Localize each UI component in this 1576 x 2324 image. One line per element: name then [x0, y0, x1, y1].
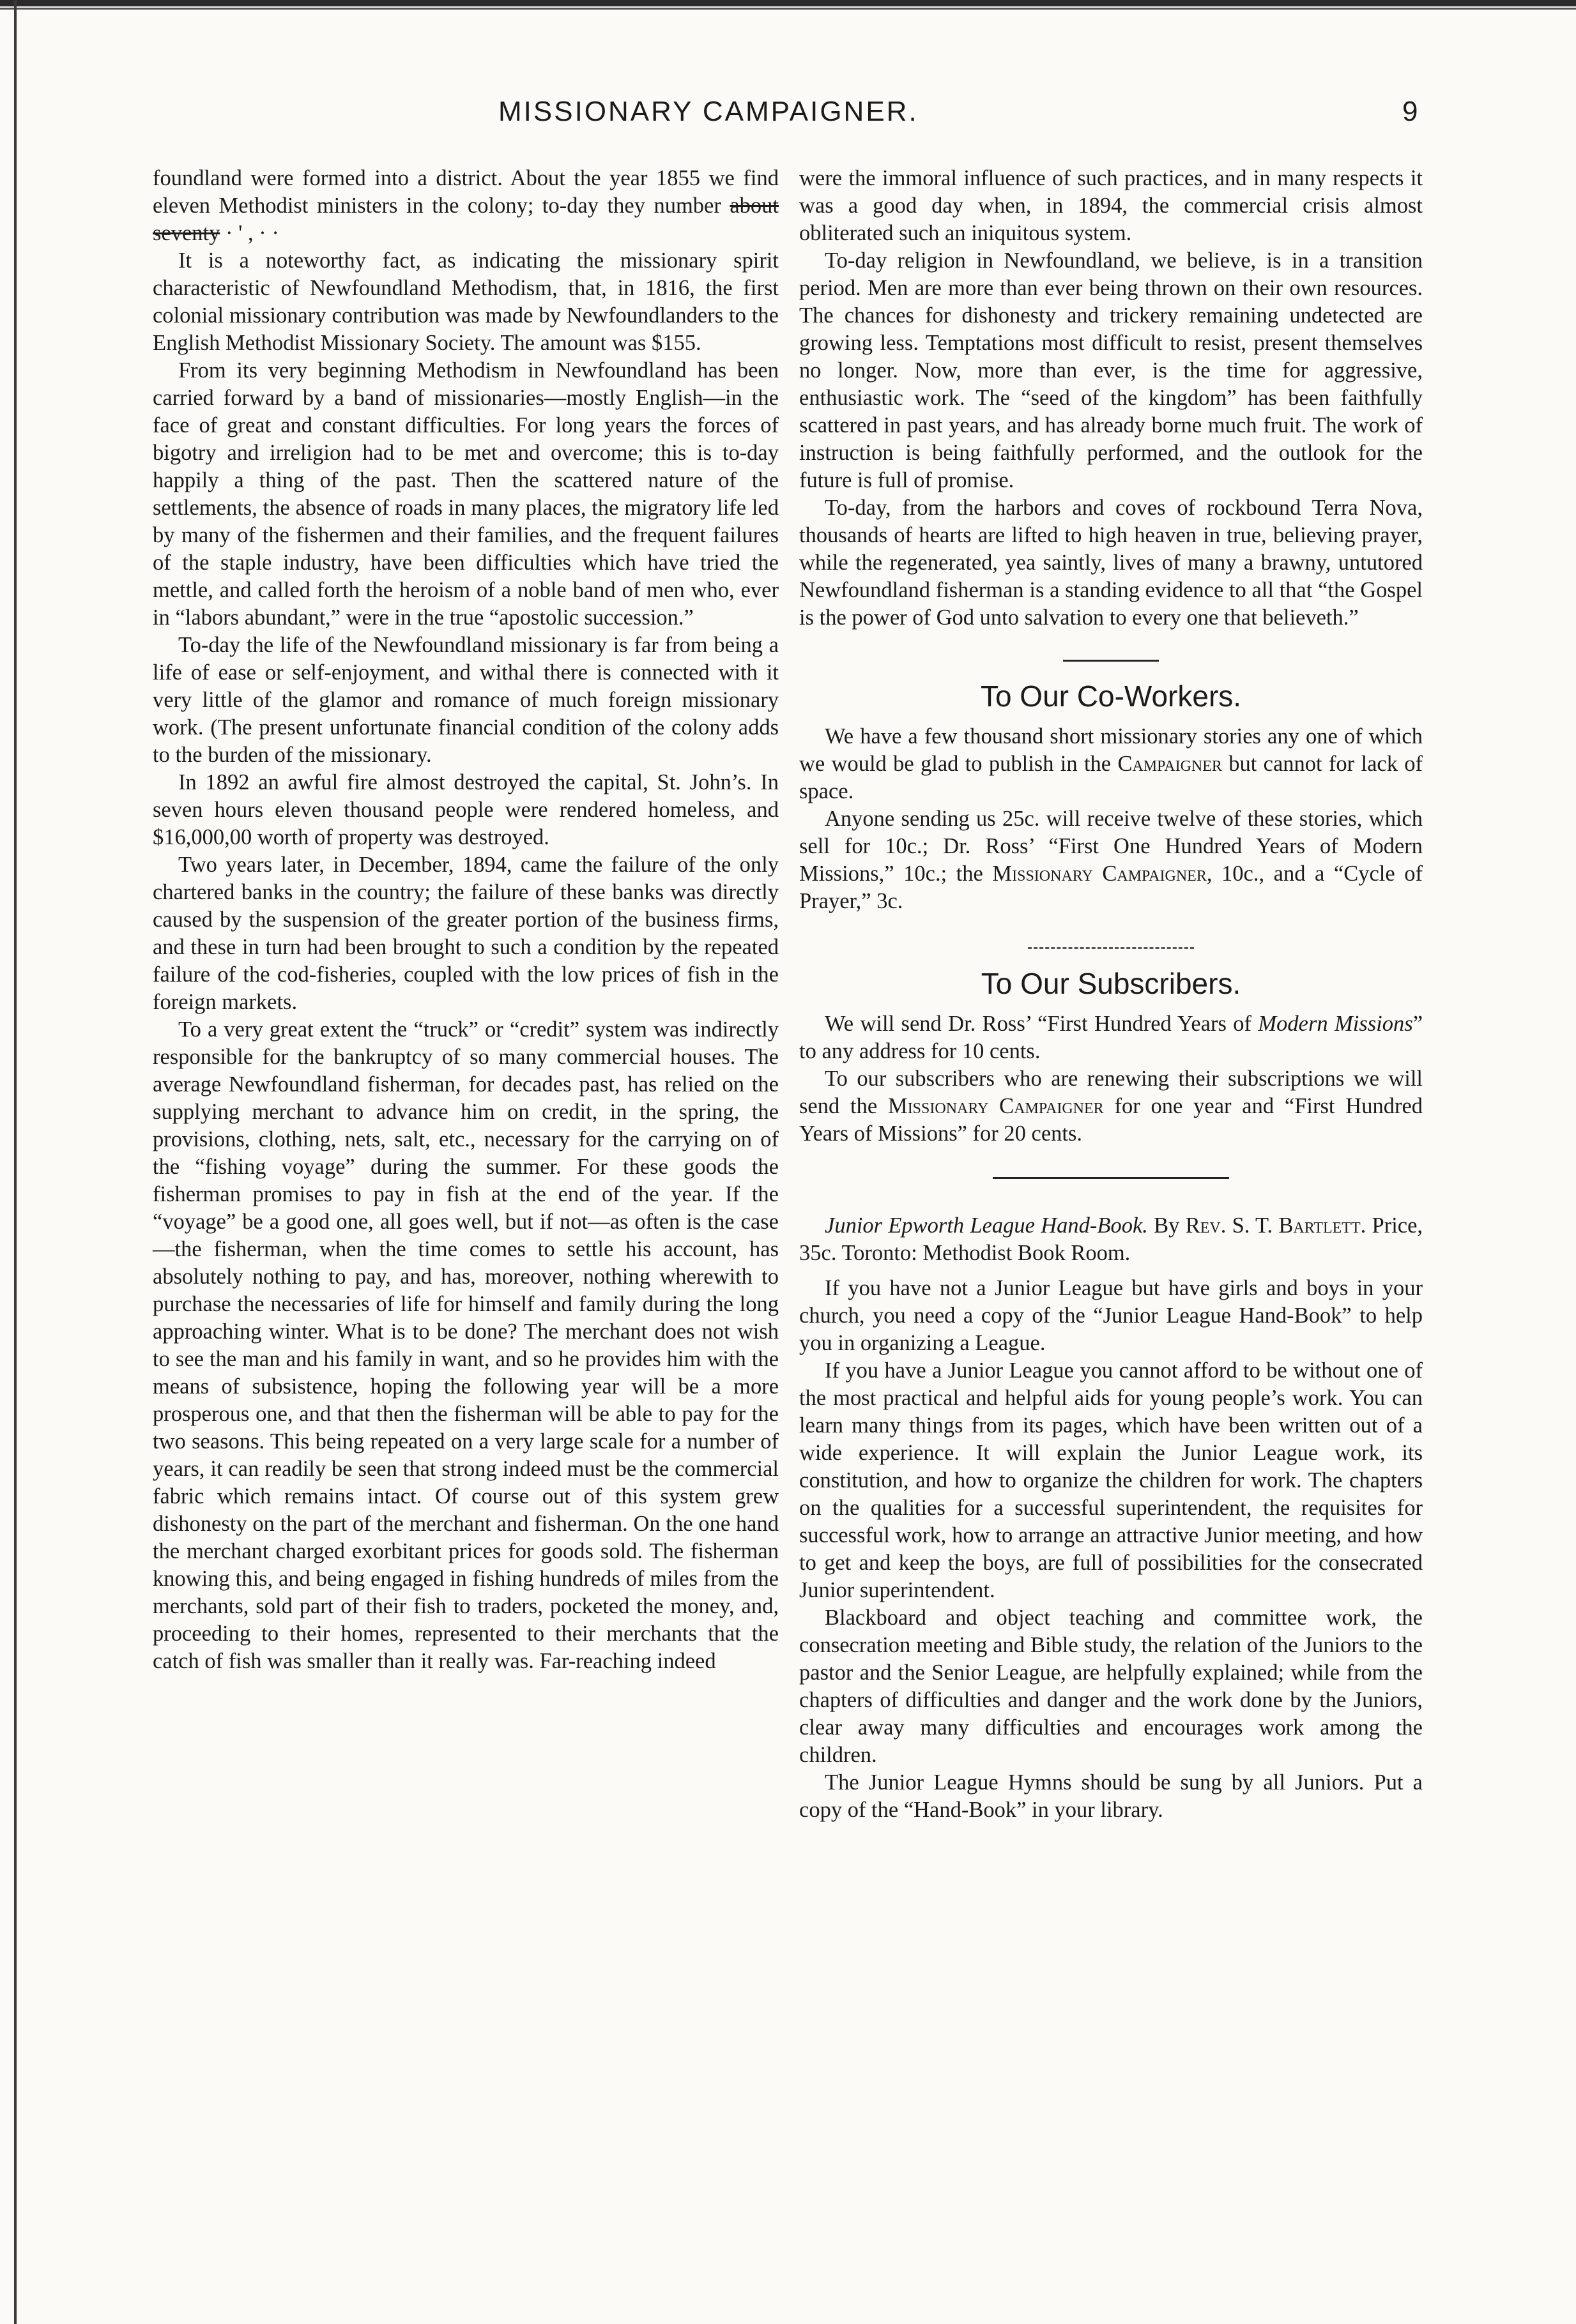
book-title: Junior Epworth League Hand-Book.: [825, 1213, 1148, 1238]
top-border: [0, 0, 1576, 6]
paragraph: To-day religion in Newfoundland, we believe, is in a transition period. Men are more than ever being thrown on their own resources. The chances for dishonesty and trickery remaining undetected are growing less. Temptations most difficult to resist, present themselves no longer. Now, more than ever, is the time for aggressive, enthusiastic work. The “seed of the kingdom” has been faithfully scattered in past years, and has already borne much fruit. The work of instruction is being faithfully performed, and the outlook for the future is full of promise.: [799, 248, 1423, 492]
heading-co-workers: To Our Co-Workers.: [980, 680, 1242, 713]
paragraph: foundland were formed into a district. About the year 1855 we find eleven Methodist ministers in the colony; to-day they number about seventy · ' , · ·: [153, 166, 779, 245]
publication-name: Missionary Campaigner: [888, 1094, 1104, 1118]
paragraph: We have a few thousand short missionary stories any one of which we would be glad to publish in the Campaigner but cannot for lack of space.: [799, 724, 1423, 803]
handwritten-marks: · ' , · ·: [226, 221, 279, 245]
publication-name: Missionary Campaigner: [992, 862, 1207, 886]
paragraph: It is a noteworthy fact, as indicating the missionary spirit characteristic of Newfoundland Methodism, that, in 1816, the first colonial missionary contribution was made by Newfoundlanders to the English Methodist Missionary Society. The amount was $155.: [153, 248, 779, 355]
paragraph: were the immoral influence of such practices, and in many respects it was a good day when, in 1894, the commercial crisis almost obliterated such an iniquitous system.: [799, 166, 1423, 245]
author-name: Rev. S. T. Bartlett.: [1185, 1213, 1366, 1238]
paragraph: If you have not a Junior League but have girls and boys in your church, you need a copy of the “Junior League Hand-Book” to help you in organizing a League.: [799, 1276, 1423, 1355]
right-column: [799, 165, 1423, 1824]
running-title: MISSIONARY CAMPAIGNER.: [498, 96, 919, 127]
paragraph: We will send Dr. Ross’ “First Hundred Years of Modern Missions” to any address for 10 cents.: [799, 1012, 1423, 1063]
paragraph: From its very beginning Methodism in Newfoundland has been carried forward by a band of missionaries—mostly English—in the face of great and constant difficulties. For long years the forces of bigotry and irreligion had to be met and overcome; this is to-day happily a thing of the past. Then the scattered nature of the settlements, the absence of roads in many places, the migratory life led by many of the fishermen and their families, and the frequent failures of the staple industry, have been difficulties which have tried the mettle, and called forth the heroism of a noble band of men who, ever in “labors abundant,” were in the true “apostolic succession.”: [153, 358, 779, 630]
paragraph: To-day, from the harbors and coves of rockbound Terra Nova, thousands of hearts are lifted to high heaven in true, believing prayer, while the regenerated, yea saintly, lives of many a brawny, untutored Newfoundland fisherman is a standing evidence to all that “the Gospel is the power of God unto salvation to every one that believeth.”: [799, 496, 1423, 630]
paragraph: If you have a Junior League you cannot afford to be without one of the most practical and helpful aids for young people’s work. You can learn many things from its pages, which have been written out of a wide experience. It will explain the Junior League work, its constitution, and how to organize the children for work. The chapters on the qualities for a successful superintendent, the requisites for successful work, how to arrange an attractive Junior meeting, and how to get and keep the boys, are full of possibilities for the consecrated Junior superintendent.: [799, 1358, 1423, 1602]
left-border: [14, 0, 17, 2324]
page-header: [0, 96, 1576, 134]
top-border-thin: [0, 8, 1576, 10]
paragraph: Blackboard and object teaching and committee work, the consecration meeting and Bible study, the relation of the Juniors to the pastor and the Senior League, are helpfully explained; while from the chapters of difficulties and danger and the work done by the Juniors, clear away many difficulties and encourages work among the children.: [799, 1606, 1423, 1767]
paragraph: To our subscribers who are renewing their subscriptions we will send the Missionary Campaigner for one year and “First Hundred Years of Missions” for 20 cents.: [799, 1067, 1423, 1146]
paragraph: To-day the life of the Newfoundland missionary is far from being a life of ease or self-enjoyment, and withal there is connected with it very little of the glamor and romance of much foreign missionary work. (The present unfortunate financial condition of the colony adds to the burden of the missionary.: [153, 633, 779, 767]
paragraph: Anyone sending us 25c. will receive twelve of these stories, which sell for 10c.; Dr. Ross’ “First One Hundred Years of Modern Missions,” 10c.; the Missionary Campaigner, 10c., and a “Cycle of Prayer,” 3c.: [799, 807, 1423, 913]
left-column: [153, 165, 779, 1675]
paragraph: To a very great extent the “truck” or “credit” system was indirectly responsible for the bankruptcy of so many commercial houses. The average Newfoundland fisherman, for decades past, has relied on the supplying merchant to advance him on credit, in the spring, the provisions, clothing, nets, salt, etc., necessary for the carrying on of the “fishing voyage” during the summer. For these goods the fisherman promises to pay in fish at the end of the year. If the “voyage” be a good one, all goes well, but if not—as often is the case—the fisherman, when the time comes to settle his account, has absolutely nothing to pay, and has, moreover, nothing wherewith to purchase the necessaries of life for himself and family during the long approaching winter. What is to be done? The merchant does not wish to see the man and his family in want, and so he provides him with the means of subsistence, hoping the following year will be a more prosperous one, and that then the fisherman will be able to pay for the two seasons. This being repeated on a very large scale for a number of years, it can readily be seen that strong indeed must be the commercial fabric which remains intact. Of course out of this system grew dishonesty on the part of the merchant and fisherman. On the one hand the merchant charged exorbitant prices for goods sold. The fisherman knowing this, and being engaged in fishing hundreds of miles from the merchants, sold part of their fish to traders, pocketed the money, and, proceeding to their homes, represented to their merchants that the catch of fish was smaller than it really was. Far-reaching indeed: [153, 1017, 779, 1673]
review-citation: Junior Epworth League Hand-Book. By Rev. S. T. Bartlett. Price, 35c. Toronto: Methodist Book Room.: [799, 1213, 1423, 1265]
book-title: Modern Missions: [1258, 1012, 1413, 1036]
struck-text: about seventy: [153, 194, 779, 245]
paragraph: In 1892 an awful fire almost destroyed the capital, St. John’s. In seven hours eleven thousand people were rendered homeless, and $16,000,00 worth of property was destroyed.: [153, 770, 779, 849]
page-number: 9: [1402, 96, 1418, 127]
heading-subscribers: To Our Subscribers.: [981, 967, 1241, 1000]
paragraph: Two years later, in December, 1894, came the failure of the only chartered banks in the country; the failure of these banks was directly caused by the suspension of the greater portion of the business firms, and these in turn had been brought to such a condition by the repeated failure of the cod-fisheries, coupled with the low prices of fish in the foreign markets.: [153, 853, 779, 1014]
publication-name: Campaigner: [1117, 752, 1222, 776]
paragraph: The Junior League Hymns should be sung by all Juniors. Put a copy of the “Hand-Book” in your library.: [799, 1770, 1423, 1822]
